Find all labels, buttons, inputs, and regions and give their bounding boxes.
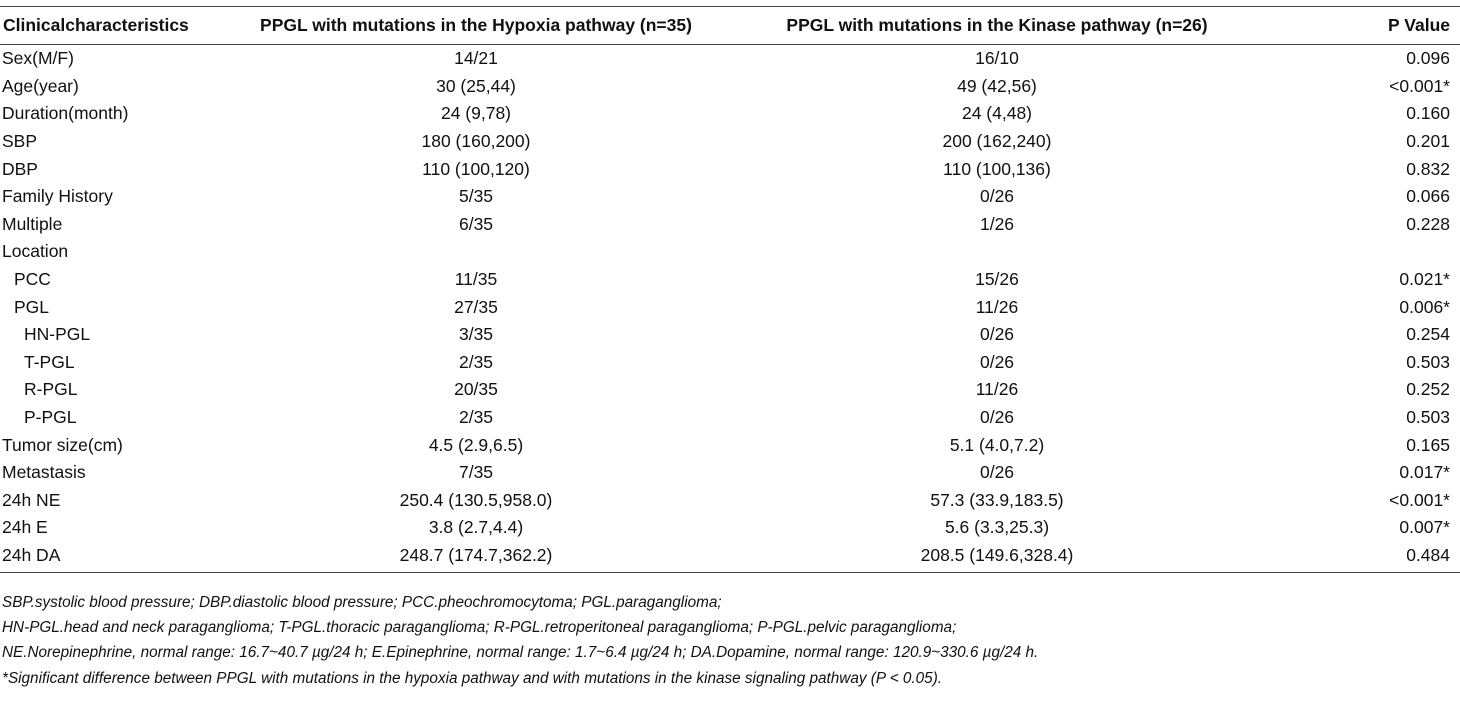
p-value: 0.017*: [1399, 462, 1450, 483]
p-value: 0.096: [1406, 48, 1450, 69]
p-value: 0.254: [1406, 324, 1450, 345]
table-footnotes: [0, 590, 1460, 691]
row-label: R-PGL: [24, 379, 78, 400]
hypoxia-value: 3.8 (2.7,4.4): [428, 517, 524, 538]
p-value: 0.252: [1406, 379, 1450, 400]
kinase-value: 57.3 (33.9,183.5): [930, 489, 1064, 510]
table-row: [0, 376, 1460, 404]
hypoxia-value: 27/35: [454, 296, 498, 317]
row-label: PGL: [14, 296, 50, 317]
table-row: [0, 349, 1460, 377]
kinase-value: 49 (42,56): [957, 75, 1037, 96]
header-clinical-characteristics: Clinicalcharacteristics: [3, 15, 189, 35]
p-value: 0.006*: [1399, 296, 1450, 317]
row-label: Multiple: [2, 213, 63, 234]
table-row: [0, 542, 1460, 570]
table-header-row: [0, 7, 1460, 45]
hypoxia-value: 30 (25,44): [436, 75, 516, 96]
table-row: [0, 293, 1460, 321]
footnote-normal-ranges: NE.Norepinephrine, normal range: 16.7~40.7 µg/24 h; E.Epinephrine, normal range: 1.7~6.4 µg/24 h; DA.Dopamine, normal range: 120.9~330.6 µg/24 h.: [2, 644, 1039, 662]
p-value: 0.832: [1406, 158, 1450, 179]
hypoxia-value: 110 (100,120): [422, 158, 530, 179]
table-row: [0, 404, 1460, 432]
table-row: [0, 514, 1460, 542]
kinase-value: 5.1 (4.0,7.2): [949, 434, 1045, 455]
row-label: SBP: [2, 131, 38, 152]
table-row: [0, 431, 1460, 459]
table-row: [0, 128, 1460, 156]
row-label: T-PGL: [24, 351, 75, 372]
hypoxia-value: 2/35: [458, 351, 494, 372]
table-row: [0, 73, 1460, 101]
row-label: P-PGL: [24, 407, 77, 428]
table-bottom-rule: [0, 572, 1460, 573]
p-value: 0.201: [1406, 131, 1450, 152]
p-value: <0.001*: [1389, 489, 1450, 510]
p-value: <0.001*: [1389, 75, 1450, 96]
table-row: [0, 266, 1460, 294]
hypoxia-value: 6/35: [458, 213, 494, 234]
kinase-value: 16/10: [975, 48, 1019, 69]
p-value: 0.066: [1406, 186, 1450, 207]
p-value: 0.021*: [1399, 269, 1450, 290]
kinase-value: 0/26: [979, 351, 1015, 372]
row-label: 24h NE: [2, 489, 61, 510]
header-kinase-pathway: PPGL with mutations in the Kinase pathway (n=26): [786, 15, 1208, 35]
header-p-value: P Value: [1388, 15, 1450, 35]
hypoxia-value: 3/35: [458, 324, 494, 345]
header-hypoxia-pathway: PPGL with mutations in the Hypoxia pathway (n=35): [260, 15, 692, 35]
p-value: 0.484: [1406, 544, 1450, 565]
hypoxia-value: 14/21: [454, 48, 498, 69]
kinase-value: 0/26: [979, 186, 1015, 207]
table-row: [0, 238, 1460, 266]
kinase-value: 1/26: [979, 213, 1015, 234]
row-label: Location: [2, 241, 69, 262]
row-label: DBP: [2, 158, 38, 179]
table-row: [0, 45, 1460, 73]
hypoxia-value: 250.4 (130.5,958.0): [399, 489, 553, 510]
table-row: [0, 459, 1460, 487]
hypoxia-value: 4.5 (2.9,6.5): [428, 434, 524, 455]
row-label: Metastasis: [2, 462, 86, 483]
hypoxia-value: 2/35: [458, 407, 494, 428]
row-label: Age(year): [2, 75, 79, 96]
p-value: 0.503: [1406, 351, 1450, 372]
kinase-value: 0/26: [979, 324, 1015, 345]
kinase-value: 24 (4,48): [961, 103, 1033, 124]
p-value: 0.228: [1406, 213, 1450, 234]
kinase-value: 0/26: [979, 407, 1015, 428]
row-label: 24h DA: [2, 544, 61, 565]
row-label: Family History: [2, 186, 113, 207]
table-row: [0, 155, 1460, 183]
p-value: 0.503: [1406, 407, 1450, 428]
kinase-value: 5.6 (3.3,25.3): [944, 517, 1050, 538]
kinase-value: 11/26: [975, 379, 1019, 400]
footnote-abbreviations-2: HN-PGL.head and neck paraganglioma; T-PGL.thoracic paraganglioma; R-PGL.retroperitoneal paraganglioma; P-PGL.pelvic paraganglioma;: [2, 619, 957, 637]
row-label: PCC: [14, 269, 51, 290]
table-row: [0, 183, 1460, 211]
hypoxia-value: 20/35: [454, 379, 498, 400]
row-label: Duration(month): [2, 103, 129, 124]
hypoxia-value: 248.7 (174.7,362.2): [399, 544, 553, 565]
row-label: HN-PGL: [24, 324, 91, 345]
row-label: 24h E: [2, 517, 48, 538]
clinical-characteristics-table: [0, 6, 1460, 573]
hypoxia-value: 5/35: [458, 186, 494, 207]
p-value: 0.007*: [1399, 517, 1450, 538]
hypoxia-value: 7/35: [458, 462, 494, 483]
hypoxia-value: 180 (160,200): [421, 131, 531, 152]
kinase-value: 11/26: [975, 296, 1019, 317]
p-value: 0.160: [1406, 103, 1450, 124]
kinase-value: 15/26: [975, 269, 1019, 290]
p-value: 0.165: [1406, 434, 1450, 455]
kinase-value: 200 (162,240): [942, 131, 1052, 152]
hypoxia-value: 11/35: [454, 269, 498, 290]
table-row: [0, 211, 1460, 239]
hypoxia-value: 24 (9,78): [440, 103, 512, 124]
footnote-abbreviations-1: SBP.systolic blood pressure; DBP.diastolic blood pressure; PCC.pheochromocytoma; PGL.paraganglioma;: [2, 594, 722, 611]
kinase-value: 110 (100,136): [943, 158, 1051, 179]
row-label: Tumor size(cm): [2, 434, 123, 455]
table-row: [0, 321, 1460, 349]
row-label: Sex(M/F): [2, 48, 74, 69]
footnote-significance: *Significant difference between PPGL with mutations in the hypoxia pathway and with mutations in the kinase signaling pathway (P < 0.05).: [2, 669, 943, 687]
kinase-value: 0/26: [979, 462, 1015, 483]
table-row: [0, 100, 1460, 128]
kinase-value: 208.5 (149.6,328.4): [920, 544, 1074, 565]
table-row: [0, 487, 1460, 515]
